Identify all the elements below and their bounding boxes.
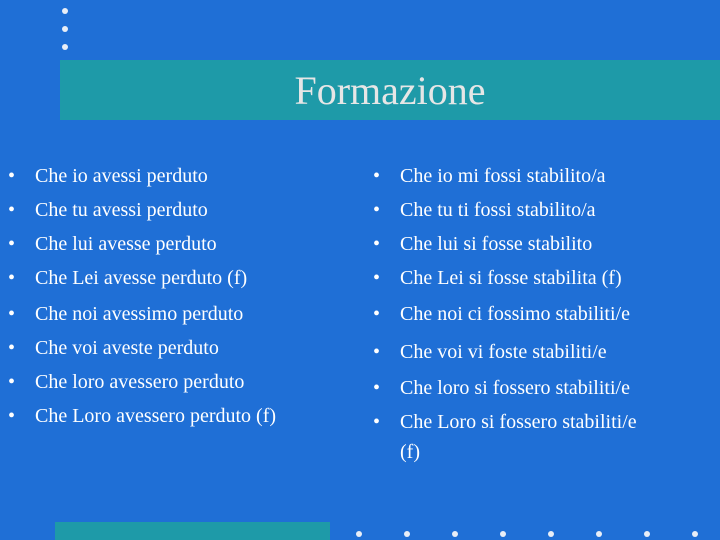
decor-dot bbox=[692, 531, 698, 537]
decor-dot bbox=[62, 44, 68, 50]
decor-dot bbox=[644, 531, 650, 537]
bullet-icon: • bbox=[8, 199, 16, 221]
bullet-icon: • bbox=[373, 341, 381, 363]
decor-dot bbox=[62, 26, 68, 32]
decor-dot bbox=[404, 531, 410, 537]
bullet-icon: • bbox=[373, 303, 381, 325]
bullet-icon: • bbox=[373, 199, 381, 221]
bullet-icon: • bbox=[8, 165, 16, 187]
bullet-icon: • bbox=[8, 405, 16, 427]
bullet-icon: • bbox=[373, 165, 381, 187]
bottom-accent-bar bbox=[55, 522, 330, 540]
bullet-icon: • bbox=[373, 377, 381, 399]
decor-dot bbox=[500, 531, 506, 537]
bullet-icon: • bbox=[8, 233, 16, 255]
slide-title: Formazione bbox=[294, 67, 486, 113]
decor-dot bbox=[548, 531, 554, 537]
left-bullet-list: • Che io avessi perduto • Che tu avessi perduto • Che lui avesse perduto • Che Lei avesse perduto (f) • Che noi avessimo perduto • Che voi aveste perduto • Che loro avessero perduto • Che Loro avessero perduto (f) bbox=[8, 165, 277, 427]
right-bullet-list: • Che io mi fossi stabilito/a • Che tu ti fossi stabilito/a • Che lui si fosse stabilito • Che Lei si fosse stabilita (f) • Che noi ci fossimo stabiliti/e • Che voi vi foste stabiliti/e • Che loro si fossero stabiliti/e • Che Loro si fossero stabiliti/e (f) bbox=[373, 165, 637, 463]
bullet-icon: • bbox=[373, 267, 381, 289]
bullet-icon: • bbox=[8, 303, 16, 325]
bullet-icon: • bbox=[8, 267, 16, 289]
bullet-icon: • bbox=[373, 233, 381, 255]
bullet-icon: • bbox=[8, 337, 16, 359]
bullet-icon: • bbox=[373, 411, 381, 433]
decor-dot bbox=[356, 531, 362, 537]
bullet-icon: • bbox=[8, 371, 16, 393]
decor-dot bbox=[452, 531, 458, 537]
decor-dot bbox=[596, 531, 602, 537]
decor-dot bbox=[62, 8, 68, 14]
